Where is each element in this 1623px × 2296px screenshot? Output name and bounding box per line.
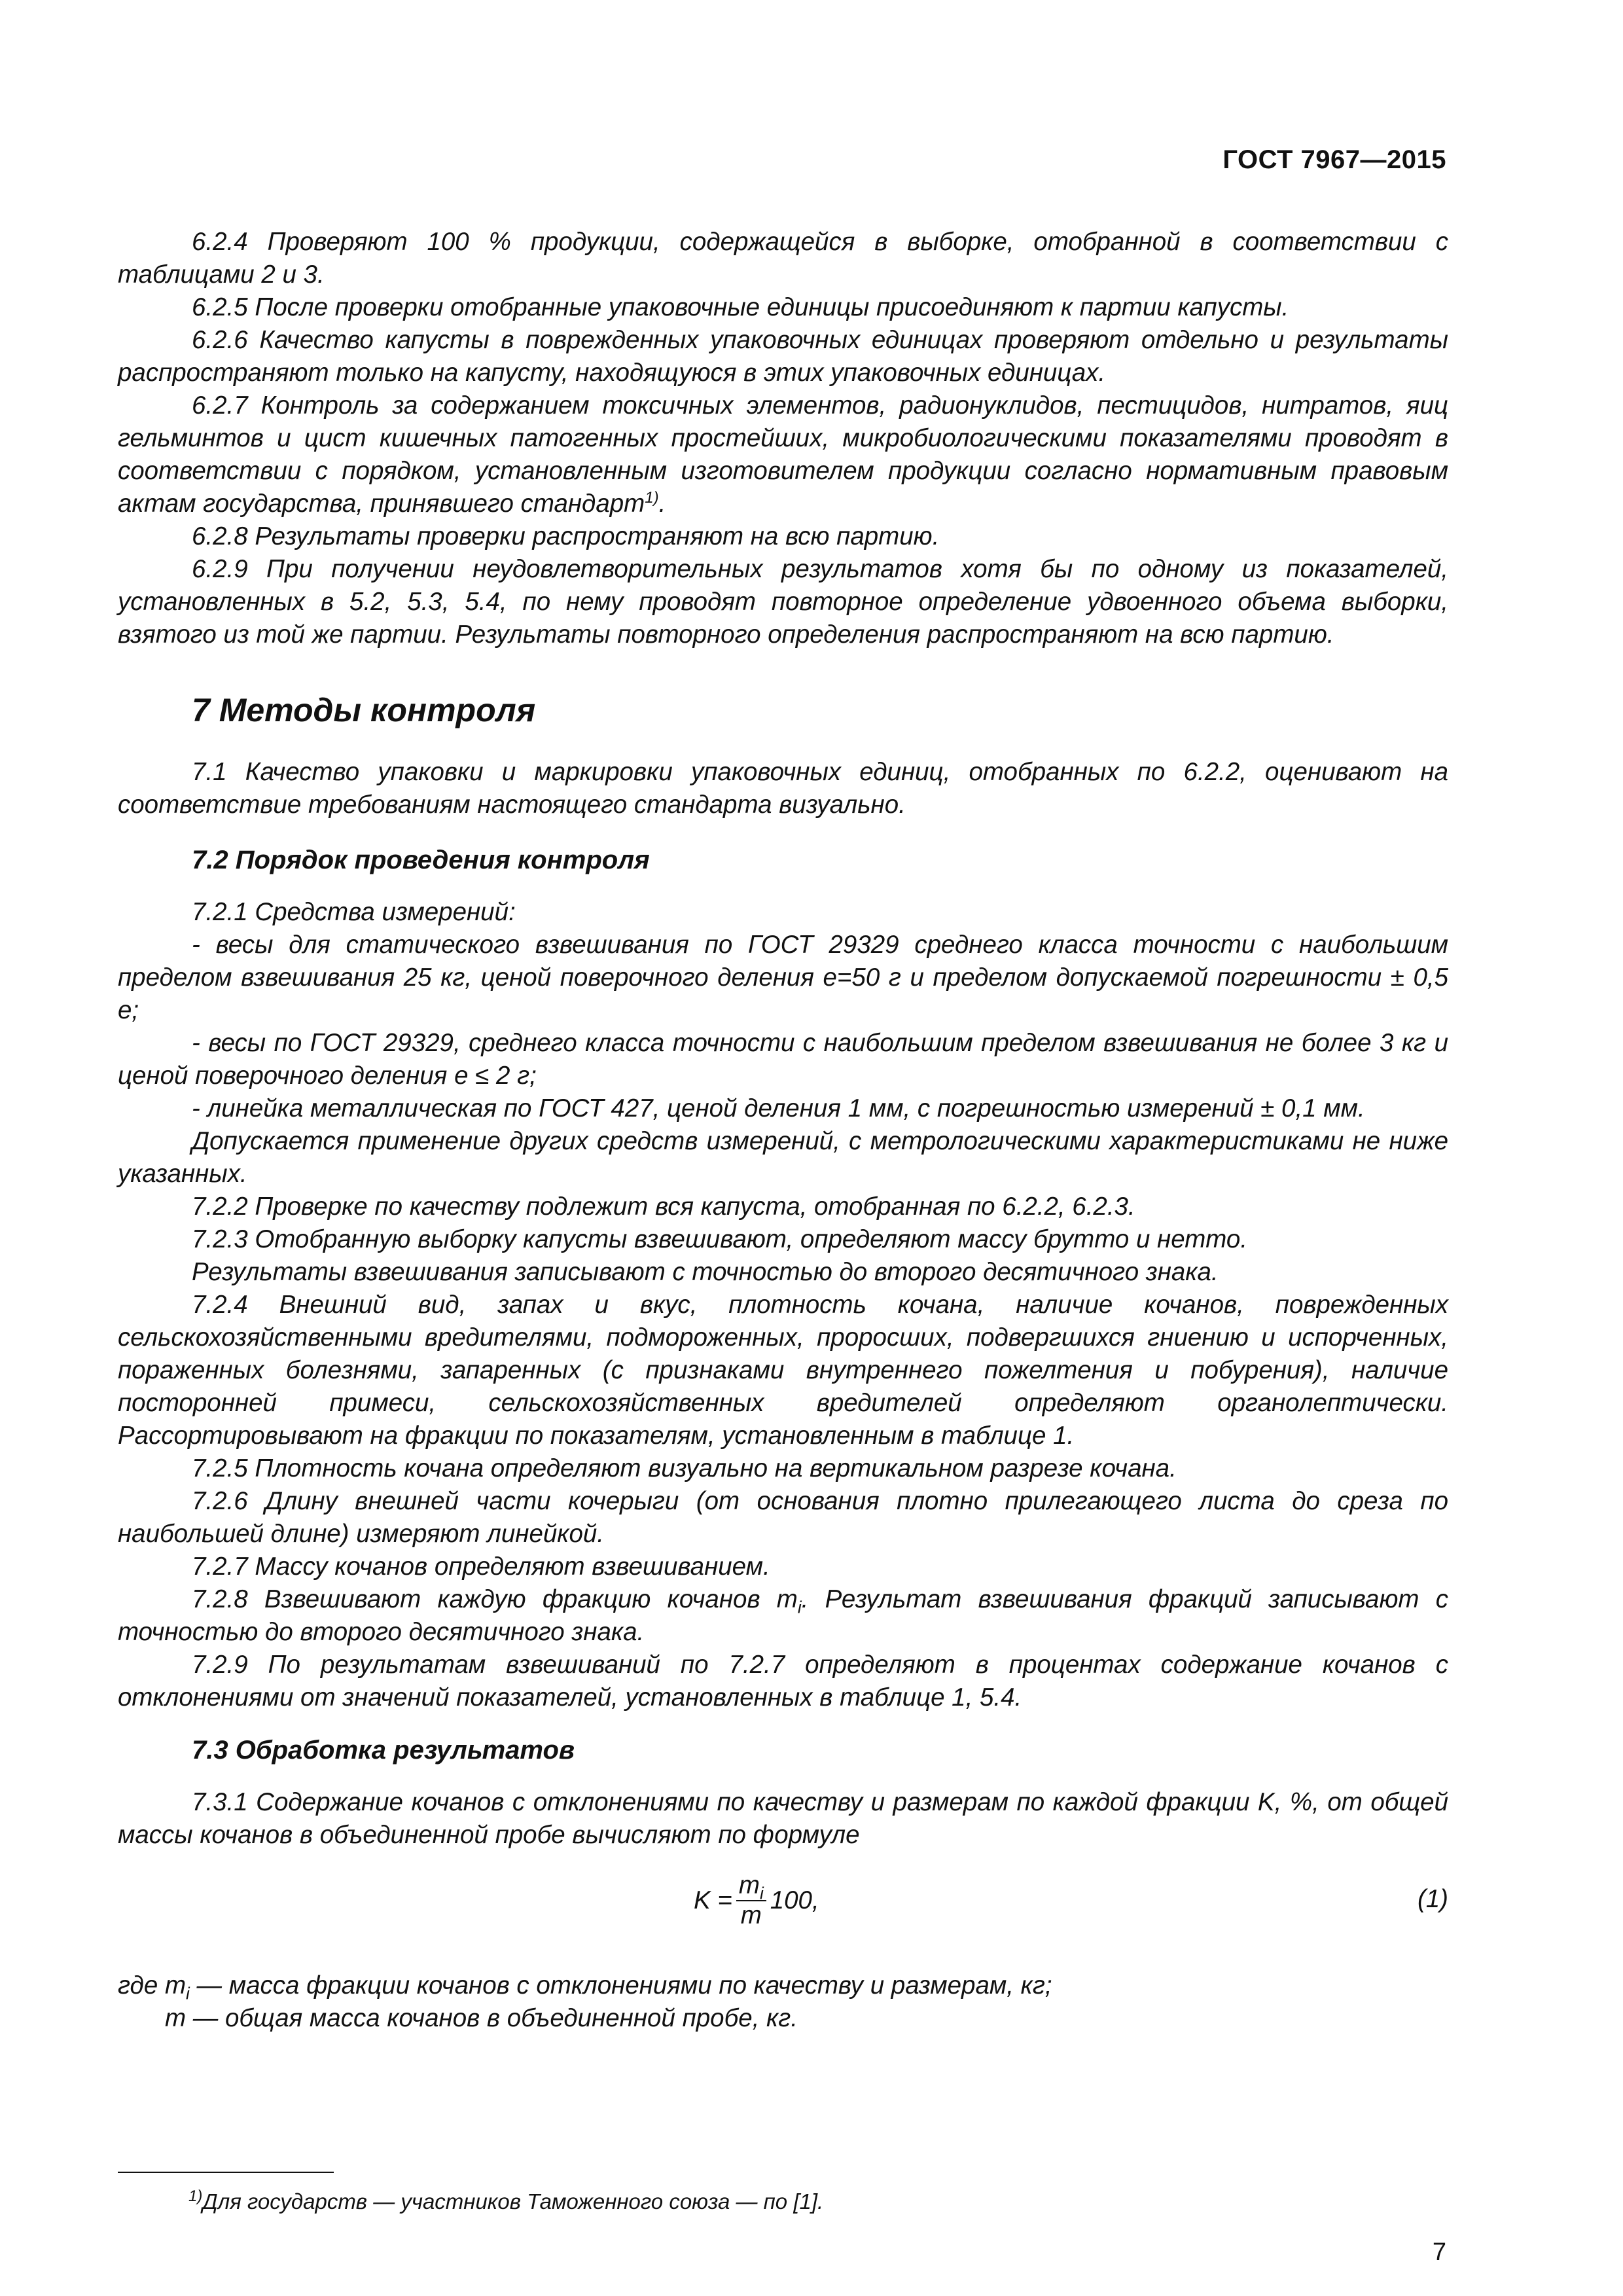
list-item-ruler: - линейка металлическая по ГОСТ 427, ценой деления 1 мм, с погрешностью измерений ± 0,1 мм. (192, 1094, 1365, 1122)
numerator-subscript: i (759, 1883, 764, 1903)
formula-numerator (736, 1871, 766, 1901)
paragraph-7-2-5: 7.2.5 Плотность кочана определяют визуально на вертикальном разрезе кочана. (192, 1454, 1177, 1482)
equation-number: (1) (1417, 1885, 1448, 1913)
paragraph-7-2-8-text: 7.2.8 Взвешивают каждую фракцию кочанов m (192, 1585, 798, 1613)
formula-fraction (736, 1871, 766, 1930)
where-line-m: m — общая масса кочанов в объединенной пробе, кг. (165, 2004, 798, 2032)
numerator-m: m (738, 1871, 760, 1899)
formula-denominator: m (740, 1901, 762, 1929)
paragraph-6-2-7 (118, 389, 1448, 520)
where-line-mi (118, 1969, 1448, 2002)
formula-k (694, 1871, 819, 1930)
paragraph-7-3-1: 7.3.1 Содержание кочанов с отклонениями по качеству и размерам по каждой фракции K, %, от общей массы кочанов в объединенной пробе вычисляют по формуле (118, 1788, 1448, 1849)
document-body (118, 226, 1448, 2035)
footnote-divider (118, 2172, 334, 2173)
formula-lhs: K = (694, 1886, 732, 1914)
paragraph-6-2-7-end: . (658, 490, 666, 518)
paragraph-6-2-4: 6.2.4 Проверяют 100 % продукции, содержащейся в выборке, отобранной в соответствии с таблицами 2 и 3. (118, 228, 1448, 289)
paragraph-6-2-9: 6.2.9 При получении неудовлетворительных результатов хотя бы по одному из показателей, установленных в 5.2, 5.3, 5.4, по нему проводят повторное определение удвоенного объема выборки, взятого из той же партии. Результаты повторного определения распространяют на всю партию. (118, 555, 1448, 649)
paragraph-6-2-8: 6.2.8 Результаты проверки распространяют на всю партию. (192, 522, 940, 550)
paragraph-weighing-results: Результаты взвешивания записывают с точностью до второго десятичного знака. (192, 1258, 1219, 1286)
where-subscript: i (186, 1983, 190, 2003)
document-header: ГОСТ 7967—2015 (1222, 145, 1446, 174)
footnote-mark: 1) (188, 2187, 203, 2205)
paragraph-7-2-1: 7.2.1 Средства измерений: (192, 898, 516, 926)
where-prefix: где m (118, 1971, 187, 2000)
paragraph-7-2-2: 7.2.2 Проверке по качеству подлежит вся капуста, отобранная по 6.2.2, 6.2.3. (192, 1193, 1135, 1221)
footnote-reference[interactable]: 1) (645, 489, 659, 507)
where-mi-definition: — масса фракции кочанов с отклонениями по качеству и размерам, кг; (189, 1971, 1052, 2000)
paragraph-7-2-6: 7.2.6 Длину внешней части кочерыги (от основания плотно прилегающего листа до среза по наибольшей длине) измеряют линейкой. (118, 1487, 1448, 1548)
paragraph-7-1: 7.1 Качество упаковки и маркировки упаковочных единиц, отобранных по 6.2.2, оценивают на соответствие требованиям настоящего стандарта визуально. (118, 758, 1448, 819)
paragraph-6-2-6: 6.2.6 Качество капусты в поврежденных упаковочных единицах проверяют отдельно и результаты распространяют только на капусту, находящуюся в этих упаковочных единицах. (118, 326, 1448, 387)
subscript-i: i (797, 1597, 802, 1617)
list-item-scales-25kg: - весы для статического взвешивания по ГОСТ 29329 среднего класса точности с наибольшим пределом взвешивания 25 кг, ценой поверочного деления е=50 г и пределом допускаемой погрешности ± 0,5 е; (118, 931, 1448, 1024)
page-number: 7 (1432, 2238, 1446, 2266)
paragraph-7-2-8-rest: . Результат взвешивания фракций записывают с точностью до второго десятичного знака. (118, 1585, 1448, 1646)
paragraph-7-2-8 (118, 1583, 1448, 1649)
section-7-2-heading: 7.2 Порядок проведения контроля (192, 846, 650, 874)
paragraph-other-instruments: Допускается применение других средств измерений, с метрологическими характеристиками не ниже указанных. (118, 1127, 1448, 1188)
footnote (188, 2189, 823, 2214)
footnote-text: Для государств — участников Таможенного союза — по [1]. (202, 2189, 824, 2214)
formula-row (118, 1865, 1448, 1950)
paragraph-7-2-7: 7.2.7 Массу кочанов определяют взвешиванием. (192, 1552, 770, 1581)
paragraph-7-2-4: 7.2.4 Внешний вид, запах и вкус, плотность кочана, наличие кочанов, поврежденных сельскохозяйственными вредителями, подмороженных, проросших, подвергшихся гниению и испорченных, пораженных болезнями, запаренных (с признаками внутреннего пожелтения и побурения), наличие посторонней примеси, сельскохозяйственных вредителей определяют органолептически. Рассортировывают на фракции по показателям, установленным в таблице 1. (118, 1291, 1448, 1450)
section-7-3-heading: 7.3 Обработка результатов (192, 1736, 575, 1765)
paragraph-7-2-3: 7.2.3 Отобранную выборку капусты взвешивают, определяют массу брутто и нетто. (192, 1225, 1248, 1253)
list-item-scales-3kg: - весы по ГОСТ 29329, среднего класса точности с наибольшим пределом взвешивания не более 3 кг и ценой поверочного деления е ≤ 2 г; (118, 1029, 1448, 1090)
section-7-heading: 7 Методы контроля (192, 692, 536, 728)
formula-rhs: 100, (770, 1886, 819, 1914)
paragraph-7-2-9: 7.2.9 По результатам взвешиваний по 7.2.7 определяют в процентах содержание кочанов с отклонениями от значений показателей, установленных в таблице 1, 5.4. (118, 1651, 1448, 1712)
paragraph-6-2-5: 6.2.5 После проверки отобранные упаковочные единицы присоединяют к партии капусты. (192, 293, 1289, 321)
paragraph-6-2-7-text: 6.2.7 Контроль за содержанием токсичных элементов, радионуклидов, пестицидов, нитратов, яиц гельминтов и цист кишечных патогенных простейших, микробиологическими показателями проводят в соответствии с порядком, установленным изготовителем продукции согласно нормативным правовым актам государства, принявшего стандарт (118, 391, 1448, 518)
